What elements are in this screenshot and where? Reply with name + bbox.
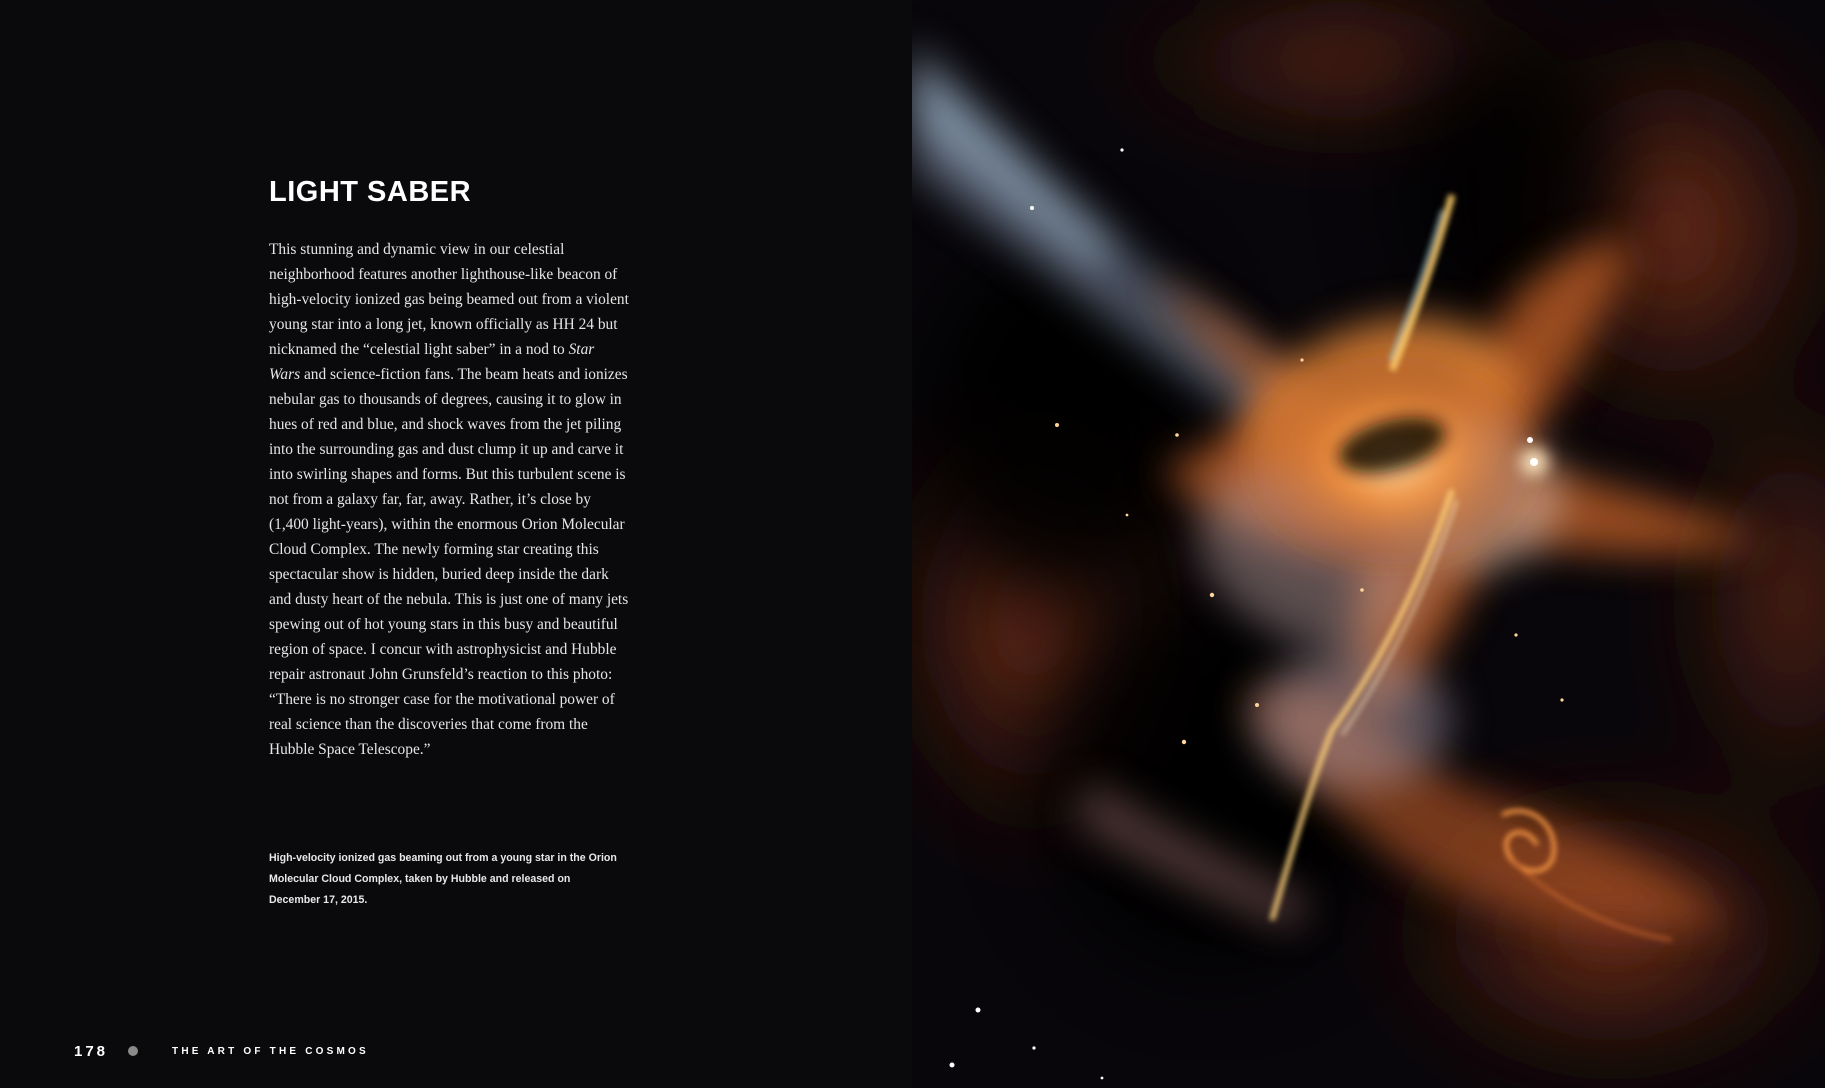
page-footer <box>74 1040 369 1062</box>
body-text-start: This stunning and dynamic view in our celestial neighborhood features another lighthouse-like beacon of high-velocity ionized gas being beamed out from a violent young star into a long jet, known officially as HH 24 but nicknamed the “celestial light saber” in a nod to <box>269 241 629 358</box>
page-number: 178 <box>74 1042 109 1060</box>
article-body <box>269 237 629 762</box>
text-page <box>0 0 912 1088</box>
photo-caption: High-velocity ionized gas beaming out from a young star in the Orion Molecular Cloud Complex, taken by Hubble and released on December 17, 2015. <box>269 852 617 906</box>
article-title: LIGHT SABER <box>269 176 472 208</box>
body-text-end: and science-fiction fans. The beam heats and ionizes nebular gas to thousands of degrees, causing it to glow in hues of red and blue, and shock waves from the jet piling into the surrounding gas and dust clump it up and carve it into swirling shapes and forms. But this turbulent scene is not from a galaxy far, far, away. Rather, it’s close by (1,400 light-years), within the enormous Orion Molecular Cloud Complex. The newly forming star creating this spectacular show is hidden, buried deep inside the dark and dusty heart of the nebula. This is just one of many jets spewing out of hot young stars in this busy and beautiful region of space. I concur with astrophysicist and Hubble repair astronaut John Grunsfeld’s reaction to this photo: “There is no stronger case for the motivational power of real science than the discoveries that come from the Hubble Space Telescope.” <box>269 366 629 758</box>
star-wars-italic: Star Wars <box>269 341 595 383</box>
running-head: THE ART OF THE COSMOS <box>172 1045 369 1057</box>
hh24-nebula-image <box>912 0 1825 1088</box>
bullet-dot-icon <box>128 1046 138 1056</box>
nebula-photo <box>912 0 1825 1088</box>
